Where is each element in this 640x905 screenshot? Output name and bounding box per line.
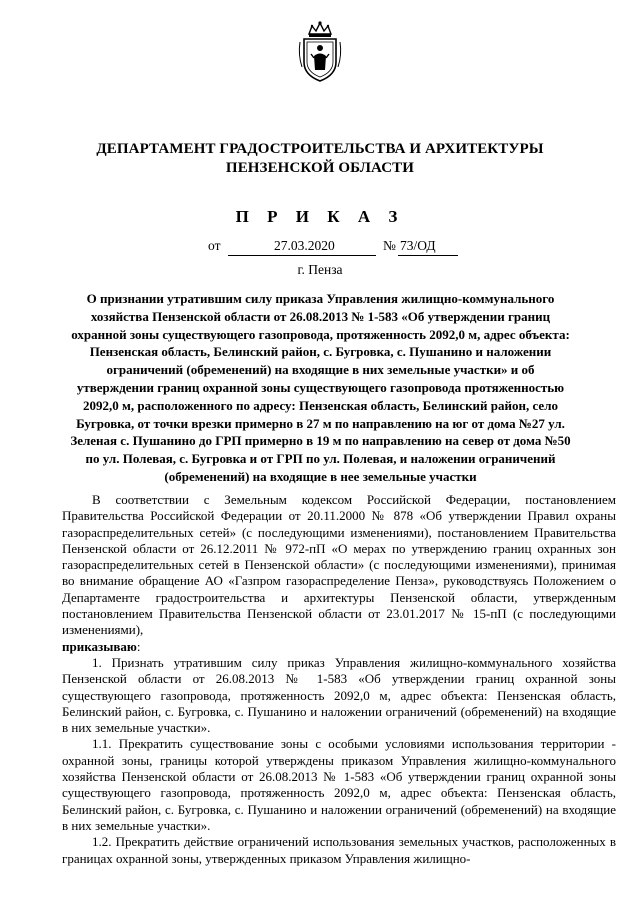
item-1-1-paragraph: 1.1. Прекратить существование зоны с особыми условиями использования территории - охранной зоны, границы которой утверждены приказом Управления жилищно-коммунального хозяйства Пензенской области от 26.08.2013 № 1-583 «Об утверждении границ охранной зоны существующего газопровода, протяженность 2092,0 м, адрес объекта: Пензенская область, Белинский район, с. Бугровка, с. Пушанино и наложении ограничений (обременений) на входящие в них земельные участки». [62, 736, 616, 833]
date-label: от [208, 238, 221, 253]
city-line: г. Пенза [297, 262, 343, 277]
department-title [60, 140, 580, 178]
preamble-paragraph: В соответствии с Земельным кодексом Российской Федерации, постановлением Правительства Российской Федерации от 20.11.2000 № 878 «Об утверждении Правил охраны газораспределительных сетей» (с последующими изменениями), постановлением Правительства Пензенской области от 26.12.2011 № 972-пП «О мерах по утверждению границ охранных зон газораспределительных сетей в Пензенской области» (с последующими изменениями), принимая во внимание обращение АО «Газпром газораспределение Пенза», руководствуясь Положением о Департаменте градостроительства и архитектуры Пензенской области, утвержденным постановлением Правительства Пензенской области от 23.01.2017 № 15-пП (с последующими изменениями), [62, 492, 616, 638]
document-body [62, 492, 616, 867]
doc-type-title: П Р И К А З [235, 207, 405, 226]
order-word: приказываю [62, 638, 137, 654]
number-label: № [383, 238, 396, 253]
order-word-paragraph [62, 639, 616, 655]
number-underline [398, 255, 458, 256]
item-1-paragraph: 1. Признать утратившим силу приказ Управления жилищно-коммунального хозяйства Пензенской области от 26.08.2013 № 1-583 «Об утверждении границ охранной зоны существующего газопровода, протяженность 2092,0 м, адрес объекта: Пензенская область, Белинский район, с. Бугровка, с. Пушанино и наложении ограничений (обременений) на входящие в них земельные участки». [62, 654, 616, 736]
coat-of-arms-icon [295, 20, 345, 85]
order-subject: О признании утратившим силу приказа Управления жилищно-коммунального хозяйства Пензенской области от 26.08.2013 № 1-583 «Об утверждении границ охранной зоны существующего газопровода, протяженность 2092,0 м, адрес объекта: Пензенская область, Белинский район, с. Бугровка, с. Пушанино и наложении ограничений (обременений) на входящие в них земельные участки» и об утверждении границ охранной зоны существующего газопровода протяженностью 2092,0 м, расположенного по адресу: Пензенская область, Белинский район, село Бугровка, от точки врезки примерно в 27 м по направлению на юг от дома №27 ул. Зеленая с. Пушанино до ГРП примерно в 19 м по направлению на север от дома №50 по ул. Полевая, с. Бугровка и от ГРП по ул. Полевая, и наложении ограничений (обременений) на входящие в нее земельные участки [70, 291, 571, 484]
department-line-1: ДЕПАРТАМЕНТ ГРАДОСТРОИТЕЛЬСТВА И АРХИТЕКТУРЫ [96, 141, 544, 157]
order-date: 27.03.2020 [274, 238, 335, 253]
department-line-2: ПЕНЗЕНСКОЙ ОБЛАСТИ [225, 160, 415, 176]
order-colon: : [136, 638, 141, 654]
order-number: 73/ОД [400, 238, 436, 253]
item-1-2-paragraph: 1.2. Прекратить действие ограничений использования земельных участков, расположенных в границах охранной зоны, утвержденных приказом Управления жилищно- [62, 834, 616, 866]
date-underline [228, 255, 376, 256]
